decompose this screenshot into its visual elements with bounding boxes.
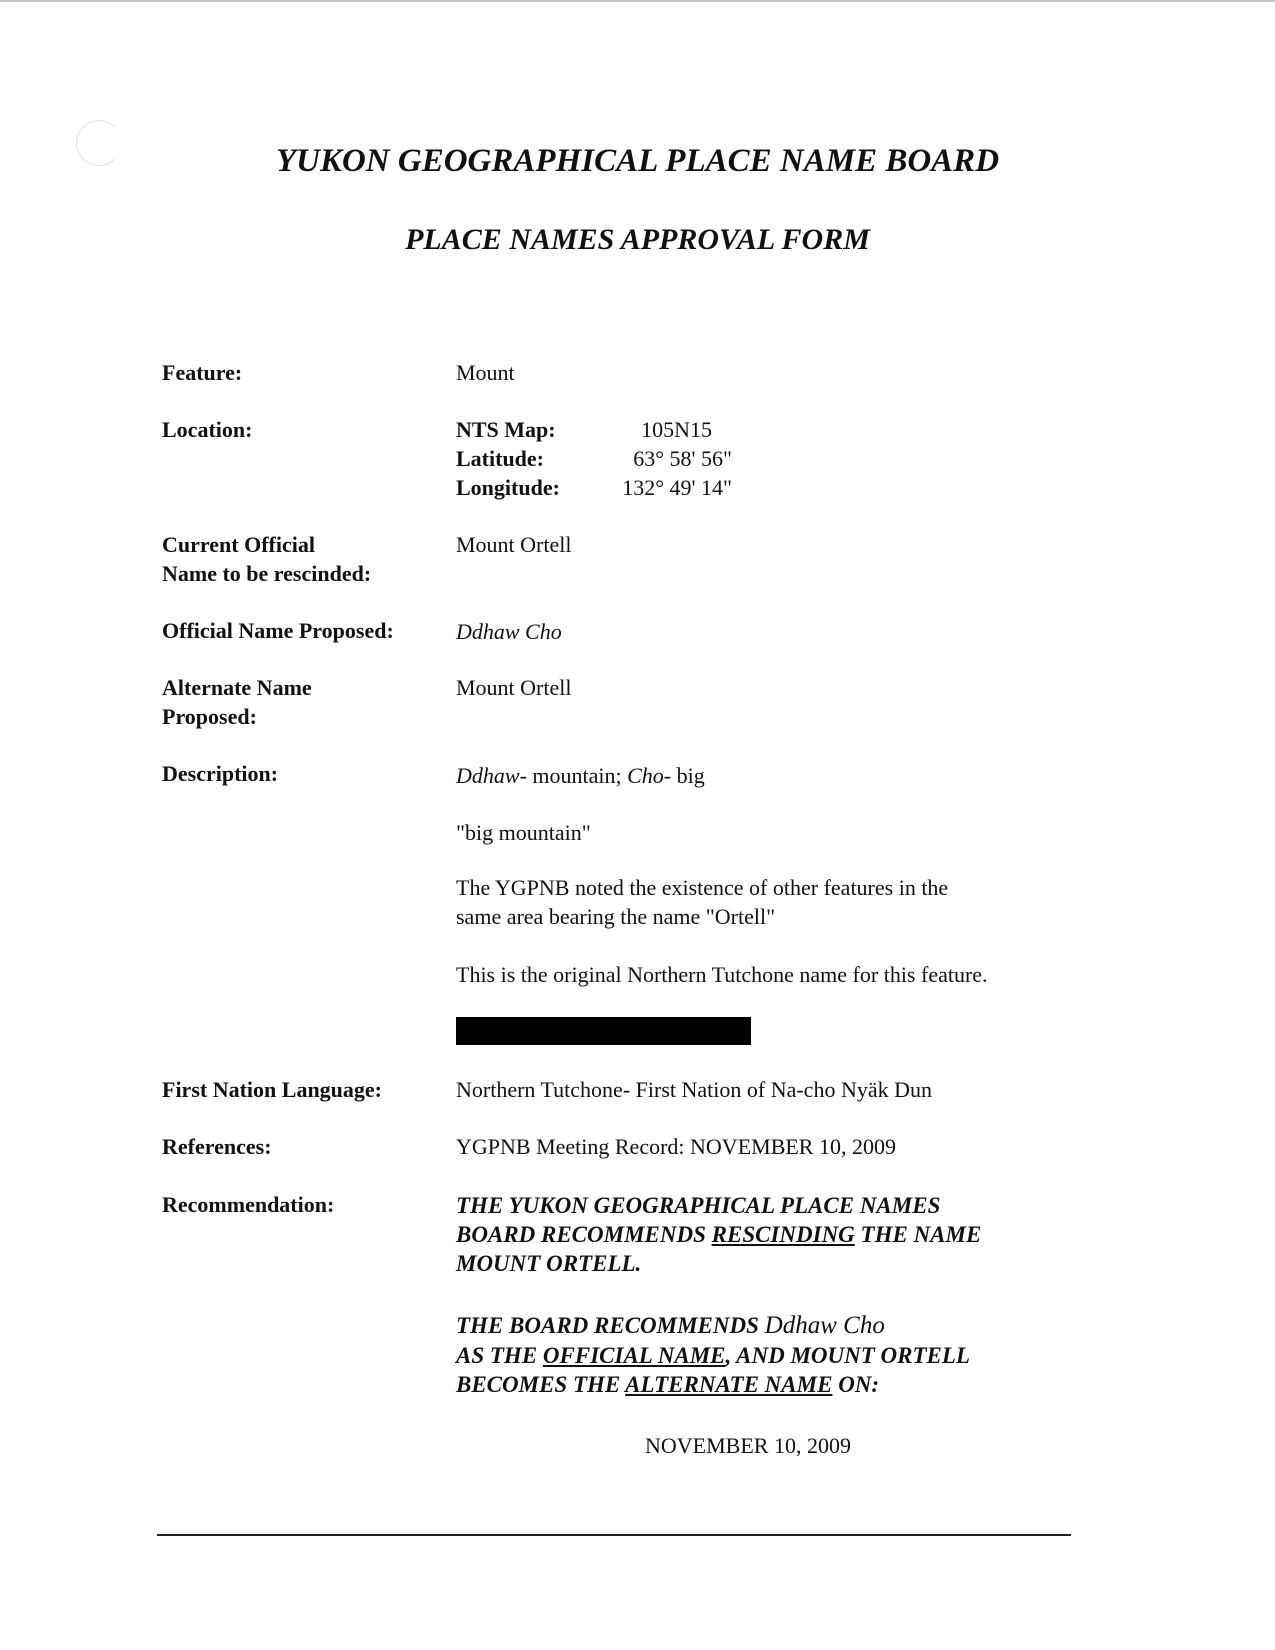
latitude-value: 63° 58' 56" xyxy=(633,446,732,471)
form-title: PLACE NAMES APPROVAL FORM xyxy=(405,223,870,256)
latitude-label: Latitude: xyxy=(456,446,544,471)
alternate-name-underlined: ALTERNATE NAME xyxy=(625,1372,833,1397)
longitude-value: 132° 49' 14" xyxy=(622,475,732,500)
gloss-mountain: - mountain; xyxy=(519,763,628,788)
redaction-bar xyxy=(456,1017,751,1045)
recommendation-p1-line2 xyxy=(456,1220,981,1249)
proposed-name-inline: Ddhaw Cho xyxy=(764,1312,885,1339)
description-origin: This is the original Northern Tutchone name for this feature. xyxy=(456,962,988,987)
location-label: Location: xyxy=(162,417,253,442)
approval-date: NOVEMBER 10, 2009 xyxy=(645,1433,851,1458)
alternate-proposed-label-line1: Alternate Name xyxy=(162,675,312,700)
description-note-line1: The YGPNB noted the existence of other features in the xyxy=(456,875,949,900)
nts-map-label: NTS Map: xyxy=(456,417,556,442)
references-value: YGPNB Meeting Record: NOVEMBER 10, 2009 xyxy=(456,1134,896,1159)
feature-label: Feature: xyxy=(162,360,243,385)
rec-text: BECOMES THE xyxy=(456,1372,626,1397)
signature-line xyxy=(157,1534,1071,1536)
feature-value: Mount xyxy=(456,360,515,385)
alternate-proposed-value: Mount Ortell xyxy=(456,675,572,700)
description-label: Description: xyxy=(162,761,279,786)
board-title: YUKON GEOGRAPHICAL PLACE NAME BOARD xyxy=(275,143,1000,179)
official-proposed-value: Ddhaw Cho xyxy=(456,619,562,644)
rec-text: THE BOARD RECOMMENDS xyxy=(456,1313,765,1338)
official-name-underlined: OFFICIAL NAME xyxy=(542,1343,726,1368)
term-ddhaw: Ddhaw xyxy=(456,763,520,788)
term-cho: Cho xyxy=(627,763,664,788)
gloss-big: - big xyxy=(663,763,705,788)
recommendation-p1-line1: THE YUKON GEOGRAPHICAL PLACE NAMES xyxy=(456,1193,941,1218)
description-translation: "big mountain" xyxy=(456,820,591,845)
recommendation-p2-line3 xyxy=(456,1370,879,1399)
nts-map-value: 105N15 xyxy=(641,417,712,442)
recommendation-p2-line1 xyxy=(456,1311,885,1340)
rec-text: AS THE xyxy=(456,1343,543,1368)
current-official-label-line1: Current Official xyxy=(162,532,315,557)
page-top-edge xyxy=(0,0,1275,2)
recommendation-p1-line3: MOUNT ORTELL. xyxy=(456,1251,642,1276)
description-note-line2: same area bearing the name "Ortell" xyxy=(456,904,776,929)
current-official-value: Mount Ortell xyxy=(456,532,572,557)
alternate-proposed-label-line2: Proposed: xyxy=(162,704,257,729)
longitude-label: Longitude: xyxy=(456,475,560,500)
rec-text: THE NAME xyxy=(854,1222,982,1247)
rec-text: ON: xyxy=(832,1372,880,1397)
recommendation-label: Recommendation: xyxy=(162,1192,335,1217)
language-label: First Nation Language: xyxy=(162,1077,382,1102)
description-glossary xyxy=(456,761,705,790)
rescinding-underlined: RESCINDING xyxy=(711,1222,855,1247)
references-label: References: xyxy=(162,1134,272,1159)
current-official-label-line2: Name to be rescinded: xyxy=(162,561,372,586)
language-value: Northern Tutchone- First Nation of Na-cho Nyäk Dun xyxy=(456,1077,932,1102)
official-proposed-label: Official Name Proposed: xyxy=(162,618,394,643)
rec-text: , AND MOUNT ORTELL xyxy=(725,1343,970,1368)
rec-text: BOARD RECOMMENDS xyxy=(456,1222,712,1247)
recommendation-p2-line2 xyxy=(456,1341,970,1370)
